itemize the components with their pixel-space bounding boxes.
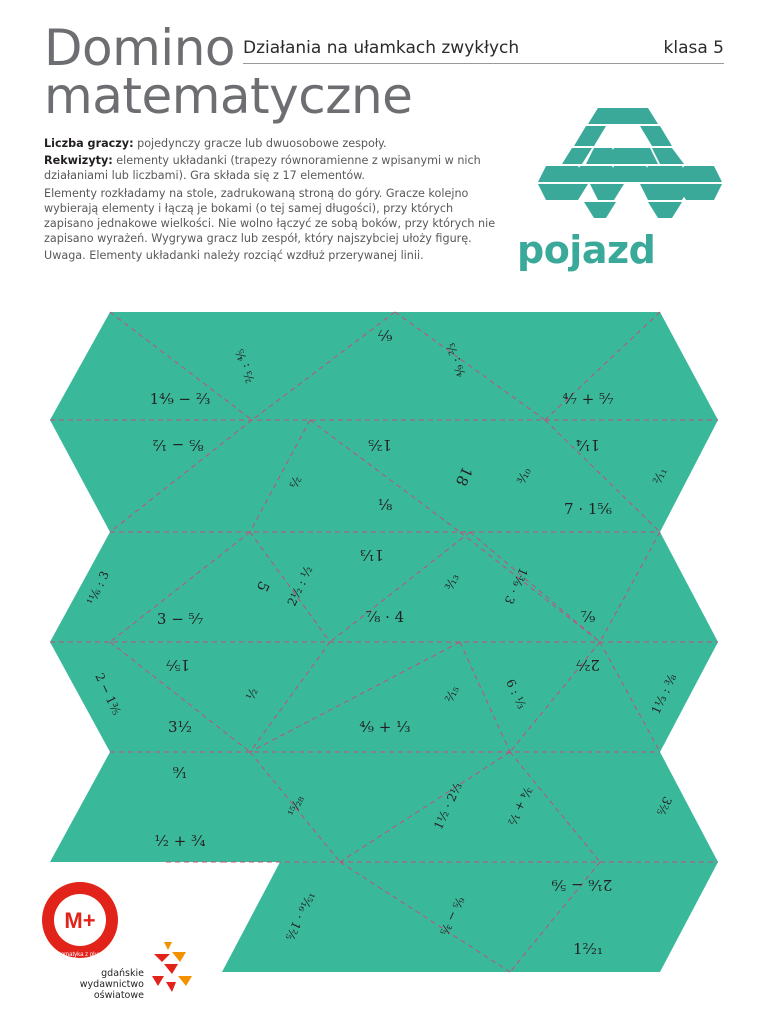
props-text: elementy układanki (trapezy równoramienne z wpisanymi w nich działaniami lub liczbami). Gra składa się z 17 elementów. — [44, 154, 481, 183]
vehicle-figure-icon — [536, 104, 726, 226]
gwo-line1: gdańskie — [101, 968, 144, 979]
label-r1a: 1⁴⁄₉ − ²⁄₃ — [149, 390, 211, 408]
label-r2f: ²⁄₃ — [286, 473, 304, 491]
tile-row-5 — [50, 752, 718, 862]
label-r4i: 1¹⁄₃ : ³⁄₈ — [648, 671, 680, 717]
label-r3b: 1¹⁄₃ — [359, 546, 385, 564]
label-r6a: 2¹⁄₆ − ⁵⁄₉ — [551, 876, 613, 894]
label-r4b: 3¹⁄₂ — [167, 718, 193, 736]
label-r4h: 6 : ¹⁄₃ — [503, 677, 529, 711]
gwo-logo-icon — [150, 940, 194, 994]
label-r5d: 1¹⁄₂ · 2¹⁄₃ — [431, 780, 465, 832]
page-subtitle: Działania na ułamkach zwykłych — [243, 38, 520, 58]
label-r3e: ¹¹⁄₆ : 3 — [84, 568, 112, 608]
label-r6d: ¹⁵⁄₁₆ · 1²⁄₅ — [282, 889, 318, 943]
gwo-line2: wydawnictwo — [79, 979, 144, 990]
instructions — [44, 136, 496, 266]
label-r3i: 1³⁄₉ · 3 — [501, 565, 531, 607]
label-r5c: ¹⁵⁄₂₈ — [285, 793, 307, 819]
props-label: Rekwizyty: — [44, 154, 113, 168]
label-r1b: ⁶⁄₇ — [377, 326, 393, 344]
label-r2g: 18 — [451, 463, 477, 489]
header-divider — [243, 63, 724, 64]
players-text: pojedynczy gracze lub dwuosobowe zespoły. — [133, 137, 387, 150]
label-r3c: ⁷⁄₈ · 4 — [365, 608, 405, 626]
label-r5e: ³⁄₄ + ¹⁄₂ — [505, 784, 535, 828]
domino-puzzle — [0, 300, 768, 980]
label-r6c: ⁶⁄₅ − ³⁄₅ — [437, 894, 467, 938]
props-paragraph — [44, 153, 496, 183]
label-r5b: ¹⁄₂ + ³⁄₄ — [154, 832, 206, 850]
label-r4c: ⁴⁄₉ + ¹⁄₃ — [359, 718, 411, 736]
label-r3f: 5 — [252, 578, 274, 595]
label-r2h: ³⁄₁₀ — [514, 465, 534, 487]
label-r3a: 3 − ⁵⁄₇ — [156, 610, 204, 628]
page-title-line2: matematyczne — [44, 67, 413, 125]
label-r4e: 2 − 1³⁄₅ — [92, 670, 124, 718]
label-r4d: 2²⁄₇ — [575, 656, 601, 674]
figure-name: pojazd — [517, 228, 656, 272]
gwo-line3: oświatowe — [93, 990, 144, 1001]
label-r6b: 1²⁄₂₁ — [572, 940, 604, 958]
label-r2d: 1¹⁄₄ — [575, 436, 601, 454]
grade-label: klasa 5 — [663, 38, 724, 58]
matematyka-z-plusem-logo — [40, 880, 120, 960]
label-r4f: ¹⁄₂ — [243, 685, 261, 703]
label-r2a: ⁸⁄₅ − ¹⁄₂ — [152, 436, 204, 454]
mplus-mark: M+ — [64, 908, 96, 933]
players-paragraph — [44, 136, 496, 151]
rules-paragraph: Elementy rozkładamy na stole, zadrukowaną stroną do góry. Gracze kolejno wybierają elementy i łączą je bokami (o tej samej długości), przy których zapisano jednakowe wielkości. Nie wolno łączyć ze sobą boków, przy których nie zapisano wyrażeń. Wygrywa gracz lub zespół, który najszybciej ułoży figurę. — [44, 186, 496, 246]
label-r4a: 1⁵⁄₇ — [165, 656, 191, 674]
label-r1e: ⁴⁄₉ : ²⁄₃ — [443, 341, 469, 379]
label-r2e: 7 · 1⁵⁄₆ — [564, 500, 612, 518]
label-r3h: ³⁄₁₃ — [442, 571, 462, 593]
page-title-line1: Domino — [44, 19, 235, 77]
label-r2b: 1²⁄₅ — [367, 436, 393, 454]
players-label: Liczba graczy: — [44, 137, 134, 150]
label-r4g: ²⁄₁₅ — [442, 683, 462, 705]
gwo-text — [44, 968, 144, 1001]
note-paragraph: Uwaga. Elementy układanki należy rozciąć wzdłuż przerywanej linii. — [44, 249, 424, 263]
label-r2i: ²⁄₁₁ — [650, 465, 670, 487]
label-r1d: ²⁄₃ : ⁴⁄₅ — [232, 347, 258, 385]
label-r2c: ¹⁄₈ — [377, 496, 393, 514]
label-r5f: 3²⁄₅ — [653, 794, 675, 818]
label-r1c: ⁴⁄₇ + ⁵⁄₇ — [562, 390, 614, 408]
label-r3g: 2¹⁄₂ : ¹⁄₂ — [284, 563, 316, 609]
label-r5a: ⁹⁄₁ — [172, 764, 188, 782]
mplus-ring-text: matematyka z plusem — [50, 952, 110, 958]
label-r3d: ⁷⁄₉ — [580, 608, 596, 626]
